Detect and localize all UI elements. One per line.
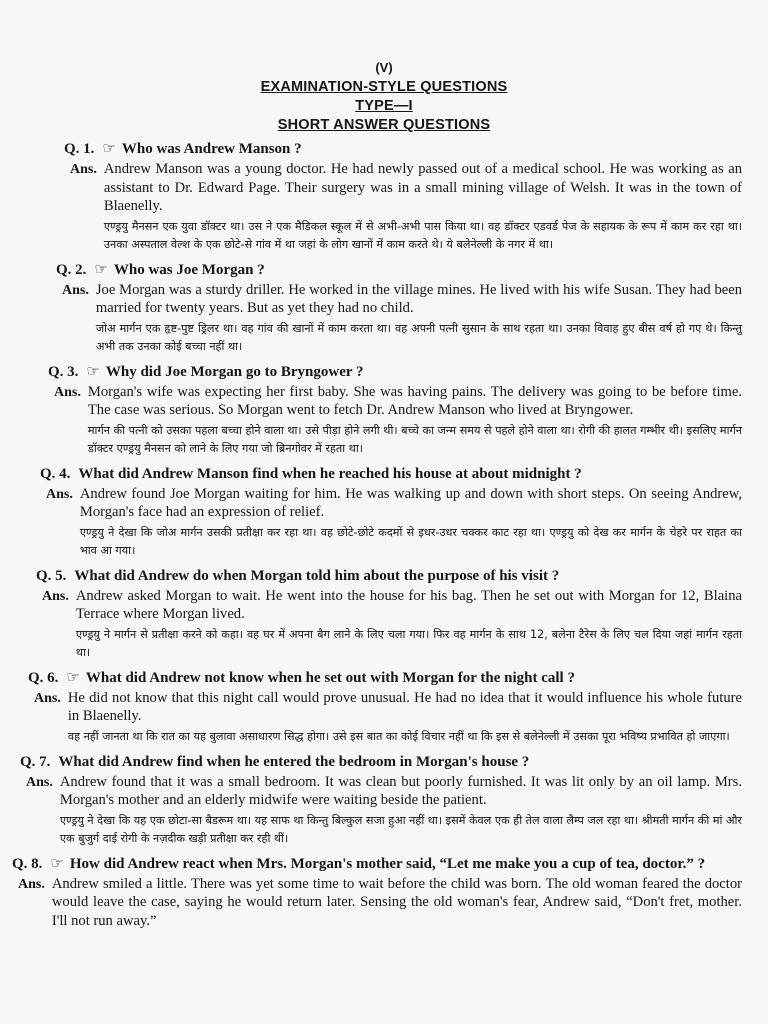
qa-item — [64, 139, 742, 254]
question — [40, 464, 742, 484]
question-number: Q. 2. — [56, 261, 87, 278]
question-number: Q. 3. — [48, 363, 79, 380]
question-type: TYPE—I — [355, 98, 413, 114]
answer-label: Ans. — [70, 162, 97, 177]
qa-item — [36, 566, 742, 662]
answer — [36, 587, 742, 662]
question-text: What did Andrew find when he entered the bedroom in Morgan's house ? — [58, 753, 530, 770]
qa-item — [56, 260, 742, 356]
question-number: Q. 7. — [20, 753, 51, 770]
question-text: Why did Joe Morgan go to Bryngower ? — [105, 363, 364, 380]
question — [20, 752, 742, 772]
question-number: Q. 1. — [64, 141, 95, 157]
answer-body — [80, 485, 742, 560]
section-header — [26, 60, 742, 133]
qa-item — [12, 854, 742, 931]
question — [48, 362, 742, 382]
qa-item — [28, 668, 742, 746]
answer-english: Andrew Manson was a young doctor. He had newly passed out of a medical school. He was working as an assistant to Dr. Edward Page. Their surgery was in a small mining village of Welsh. It was in the town of Blaenelly. — [103, 161, 742, 214]
question — [64, 139, 742, 159]
question-text: What did Andrew not know when he set out with Morgan for the night call ? — [85, 669, 575, 686]
question-text: What did Andrew Manson find when he reached his house at about midnight ? — [78, 465, 582, 482]
question-text: What did Andrew do when Morgan told him about the purpose of his visit ? — [74, 567, 560, 584]
answer-hindi: जोअ मार्गन एक हृष्ट-पुष्ट ड्रिलर था। वह गांव की खानों में काम करता था। वह अपनी पत्नी सुसान के साथ रहता था। उनका विवाह हुए बीस वर्ष हो गए थे। किन्तु अभी तक उनका कोई बच्चा नहीं था। — [95, 321, 742, 353]
pointing-hand-icon: ☞ — [50, 855, 64, 872]
answer — [28, 689, 742, 746]
question — [28, 668, 742, 688]
answer — [20, 773, 742, 848]
answer-english: Andrew asked Morgan to wait. He went into the house for his bag. Then he set out with Morgan for 12, Blaina Terrace where Morgan lived. — [75, 587, 742, 622]
answer — [64, 160, 742, 254]
answer-body — [88, 383, 742, 458]
answer-body — [96, 281, 742, 356]
answer-body — [60, 773, 742, 848]
answer-english: Andrew found that it was a small bedroom. It was clean but poorly furnished. It was lit only by an oil lamp. Mrs. Morgan's mother and an elderly midwife were waiting beside the patient. — [59, 773, 742, 808]
answer-label: Ans. — [54, 384, 81, 400]
answer-hindi: एण्ड्रयु ने देखा कि यह एक छोटा-सा बैडरूम था। यह साफ था किन्तु बिल्कुल सजा हुआ नहीं था। इसमें केवल एक ही तेल वाला लैम्प जल रहा था। श्रीमती मार्गन की मां और एक बुजुर्ग दाई रोगी के नज़दीक खड़ी प्रतीक्षा कर रही थीं। — [59, 813, 742, 845]
question-number: Q. 5. — [36, 567, 67, 584]
question-number: Q. 4. — [40, 465, 71, 482]
pointing-hand-icon: ☞ — [86, 363, 100, 380]
answer-body — [104, 160, 742, 254]
answer-english: Morgan's wife was expecting her first baby. She was having pains. The delivery was going to be before time. The case was serious. So Morgan went to fetch Dr. Andrew Manson who lived at Bryngower. — [87, 383, 742, 418]
answer-hindi: मार्गन की पत्नी को उसका पहला बच्चा होने वाला था। उसे पीड़ा होने लगी थी। बच्चे का जन्म समय से पहले होने वाला था। रोगी की हालत गम्भीर थी। इसलिए मार्गन डॉक्टर एण्ड्रयु मैनसन को लाने के लिए गया जो ब्रिनगोवर में रहता था। — [87, 423, 742, 455]
answer-label: Ans. — [34, 690, 61, 706]
answer-label: Ans. — [46, 486, 73, 502]
answer-english: He did not know that this night call would prove unusual. He had no idea that it would influence his whole future in Blaenelly. — [67, 689, 742, 724]
answer-label: Ans. — [42, 588, 69, 604]
question — [36, 566, 742, 586]
question-number: Q. 8. — [12, 855, 43, 872]
answer-english: Andrew found Joe Morgan waiting for him. He was walking up and down with short steps. On seeing Andrew, Morgan's face had an expression of relief. — [79, 485, 742, 520]
qa-item — [20, 752, 742, 848]
pointing-hand-icon: ☞ — [94, 261, 108, 278]
answer-body — [76, 587, 742, 662]
answer — [56, 281, 742, 356]
question-text: Who was Joe Morgan ? — [113, 261, 265, 278]
answer-label: Ans. — [26, 774, 53, 790]
answer-label: Ans. — [62, 282, 89, 298]
answer-body — [68, 689, 742, 746]
pointing-hand-icon: ☞ — [102, 141, 116, 157]
answer-english: Andrew smiled a little. There was yet some time to wait before the child was born. The old woman feared the doctor would leave the case, saying he would return later. Sensing the old woman's fear, Andrew said, “Don't fret, mother. I'll not run away.” — [51, 875, 742, 929]
question-text: Who was Andrew Manson ? — [121, 141, 302, 157]
answer-english: Joe Morgan was a sturdy driller. He worked in the village mines. He lived with his wife Susan. They had been married for twenty years. But as yet they had no child. — [95, 281, 742, 316]
answer — [48, 383, 742, 458]
answer-hindi: एण्ड्रयु ने मार्गन से प्रतीक्षा करने को कहा। वह घर में अपना बैग लाने के लिए चला गया। फिर वह मार्गन के साथ 12, बलेना टैरेस के लिए चल दिया जहां मार्गन रहता था। — [75, 627, 742, 659]
question-list — [12, 139, 742, 930]
answer-hindi: एण्ड्रयु मैनसन एक युवा डॉक्टर था। उस ने एक मैडिकल स्कूल में से अभी-अभी पास किया था। वह डॉक्टर एडवर्ड पेज के सहायक के रूप में काम कर रहा था। उनका अस्पताल वेल्श के एक छोटे-से गांव में था जहां के लोग खानों में काम करते थे। ये बलेनेल्ली के नगर में था। — [103, 219, 742, 251]
part-number: (V) — [375, 60, 393, 75]
qa-item — [48, 362, 742, 458]
question — [12, 854, 742, 874]
pointing-hand-icon: ☞ — [66, 669, 80, 686]
question-number: Q. 6. — [28, 669, 59, 686]
answer-hindi: एण्ड्रयु ने देखा कि जोअ मार्गन उसकी प्रतीक्षा कर रहा था। वह छोटे-छोटे कदमों से इधर-उधर चक्कर काट रहा था। एण्ड्रयु को देख कर मार्गन के चेहरे पर राहत का भाव आ गया। — [79, 525, 742, 557]
answer-label: Ans. — [18, 876, 45, 892]
qa-item — [40, 464, 742, 560]
answer — [40, 485, 742, 560]
section-title: EXAMINATION-STYLE QUESTIONS — [260, 79, 508, 95]
answer-hindi: वह नहीं जानता था कि रात का यह बुलावा असाधारण सिद्ध होगा। उसे इस बात का कोई विचार नहीं था कि इस से बलेनेल्ली में उसका पूरा भविष्य प्रभावित हो जाएगा। — [67, 729, 730, 743]
question — [56, 260, 742, 280]
answer — [12, 875, 742, 931]
answer-body — [52, 875, 742, 931]
question-text: How did Andrew react when Mrs. Morgan's mother said, “Let me make you a cup of tea, doctor.” ? — [69, 855, 706, 872]
section-subtitle: SHORT ANSWER QUESTIONS — [277, 117, 491, 133]
